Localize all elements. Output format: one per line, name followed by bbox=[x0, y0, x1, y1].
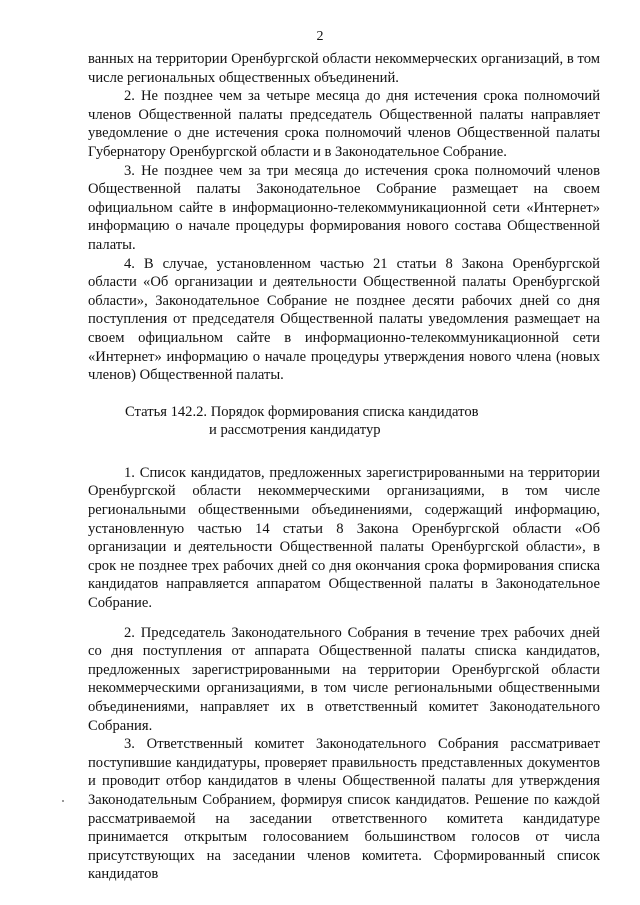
article-142-1-item-4: 4. В случае, установленном частью 21 статьи 8 Закона Оренбургской области «Об организации и деятельности Общественной палаты Оренбургской области», Законодательное Собрание не позднее десяти рабочих дней со дня поступления от председателя Общественной палаты уведомления размещает на своем официальном сайте в информационно-телекоммуникационной сети «Интернет» информацию о начале процедуры утверждения нового члена (новых членов) Общественной палаты. bbox=[88, 255, 600, 384]
continuation-paragraph: ванных на территории Оренбургской области некоммерческих организаций, в том числе региональных общественных объединений. bbox=[88, 51, 600, 86]
article-142-1-item-2: 2. Не позднее чем за четыре месяца до дня истечения срока полномочий членов Общественной палаты председатель Общественной палаты направляет уведомление о дне истечения срока полномочий членов Общественной палаты Губернатору Оренбургской области и в Законодательное Собрание. bbox=[88, 88, 600, 160]
article-142-2-body bbox=[88, 464, 600, 884]
article-heading-line-2: и рассмотрения кандидатур bbox=[209, 422, 381, 439]
article-142-1-item-3: 3. Не позднее чем за три месяца до истечения срока полномочий членов Общественной палаты Законодательное Собрание размещает на своем официальном сайте в информационно-телекоммуникационной сети «Интернет» информацию о начале процедуры формирования нового состава Общественной палаты. bbox=[88, 162, 600, 253]
paragraph-gap bbox=[88, 613, 600, 624]
article-142-2-item-2: 2. Председатель Законодательного Собрания в течение трех рабочих дней со дня поступления от аппарата Общественной палаты списка кандидатов, предложенных зарегистрированными на территории Оренбургской области некоммерческими организациями, в том числе региональными общественными объединениями, направляет их в ответственный комитет Законодательного Собрания. bbox=[88, 624, 600, 734]
article-142-2-item-1: 1. Список кандидатов, предложенных зарегистрированными на территории Оренбургской области некоммерческими организациями, в том числе региональными общественными объединениями, содержащий информацию, установленную частью 14 статьи 8 Закона Оренбургской области «Об организации и деятельности Общественной палаты Оренбургской области», в срок не позднее трех рабочих дней со дня окончания срока формирования списка кандидатов направляется аппаратом Общественной палаты в Законодательное Собрание. bbox=[88, 464, 600, 612]
document-body bbox=[88, 50, 600, 884]
article-142-2-item-3: 3. Ответственный комитет Законодательного Собрания рассматривает поступившие кандидатуры, проверяет правильность представленных документов и проводит отбор кандидатов в члены Общественной палаты для утверждения Законодательным Собранием, формируя список кандидатов. Решение по каждой рассматриваемой на заседании ответственного комитета кандидатуре принимается открытым голосованием большинством голосов от числа присутствующих на заседании членов комитета. Сформированный список кандидатов bbox=[88, 736, 600, 883]
scan-speck bbox=[62, 800, 64, 802]
article-heading-line-1: Статья 142.2. Порядок формирования списка кандидатов bbox=[125, 403, 479, 420]
article-142-2-heading bbox=[88, 403, 600, 440]
page-number: 2 bbox=[316, 29, 324, 44]
